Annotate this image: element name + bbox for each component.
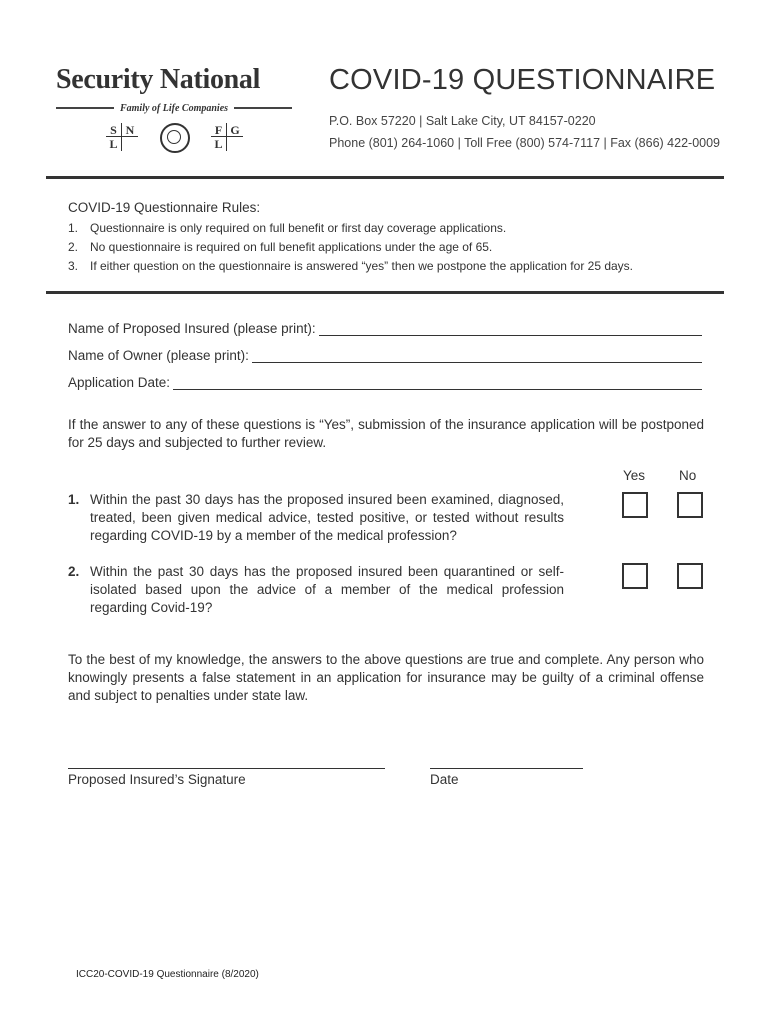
intro-paragraph: If the answer to any of these questions is “Yes”, submission of the insurance application will be postponed for 25 days and subjected to further review. <box>68 417 704 450</box>
yes-column-header: Yes <box>623 468 646 483</box>
signature-date-label: Date <box>430 772 459 787</box>
tagline-rule-left <box>56 107 114 109</box>
no-column-header: No <box>679 468 697 483</box>
question-text: Within the past 30 days has the proposed insured been examined, diagnosed, treated, been given medical advice, tested positive, or tested without results regarding COVID-19 by a member of the medical profession? <box>90 492 564 543</box>
divider-middle <box>46 291 724 294</box>
page-title: COVID-19 QUESTIONNAIRE <box>329 64 716 96</box>
rule-item: 2. No questionnaire is required on full benefit applications under the age of 65. <box>68 240 493 254</box>
question-1-no-checkbox[interactable] <box>677 492 703 518</box>
question-2 <box>68 563 564 617</box>
question-1 <box>68 491 564 545</box>
insured-name-label: Name of Proposed Insured (please print): <box>68 321 316 336</box>
company-tagline-row <box>56 101 292 115</box>
question-2-no-checkbox[interactable] <box>677 563 703 589</box>
question-1-yes-checkbox[interactable] <box>622 492 648 518</box>
owner-name-field[interactable] <box>68 343 702 363</box>
insured-name-input[interactable] <box>319 320 702 336</box>
signature-line[interactable] <box>68 768 385 769</box>
attestation-paragraph: To the best of my knowledge, the answers to the above questions are true and complete. Any person who knowingly presents a false statement in an application for insurance may be guilty of a criminal offense and subject to penalties under state law. <box>68 652 704 703</box>
seal-icon <box>160 123 190 153</box>
question-number: 1. <box>68 492 80 507</box>
question-2-yes-checkbox[interactable] <box>622 563 648 589</box>
application-date-field[interactable] <box>68 370 702 390</box>
application-date-label: Application Date: <box>68 375 171 390</box>
rule-item: 3. If either question on the questionnaire is answered “yes” then we postpone the application for 25 days. <box>68 259 634 273</box>
company-contact: Phone (801) 264-1060 | Toll Free (800) 574-7117 | Fax (866) 422-0009 <box>329 136 721 150</box>
owner-name-input[interactable] <box>252 347 702 363</box>
tagline-rule-right <box>234 107 292 109</box>
company-logo-name: Security National <box>56 64 261 95</box>
form-number: ICC20-COVID-19 Questionnaire (8/2020) <box>76 969 259 980</box>
owner-name-label: Name of Owner (please print): <box>68 348 249 363</box>
question-text: Within the past 30 days has the proposed insured been quarantined or self-isolated based upon the advice of a member of the medical profession regarding Covid-19? <box>90 564 564 615</box>
company-tagline: Family of Life Companies <box>119 102 229 114</box>
divider-top <box>46 176 724 179</box>
fgl-mark-icon: F G L <box>211 123 243 151</box>
rules-heading: COVID-19 Questionnaire Rules: <box>68 200 261 215</box>
snl-mark-icon: S N L <box>106 123 138 151</box>
rule-item: 1. Questionnaire is only required on full benefit or first day coverage applications. <box>68 221 507 235</box>
signature-date-line[interactable] <box>430 768 583 769</box>
insured-name-field[interactable] <box>68 316 702 336</box>
company-address: P.O. Box 57220 | Salt Lake City, UT 84157-0220 <box>329 114 596 128</box>
signature-label: Proposed Insured’s Signature <box>68 772 246 787</box>
application-date-input[interactable] <box>173 374 702 390</box>
question-number: 2. <box>68 564 80 579</box>
